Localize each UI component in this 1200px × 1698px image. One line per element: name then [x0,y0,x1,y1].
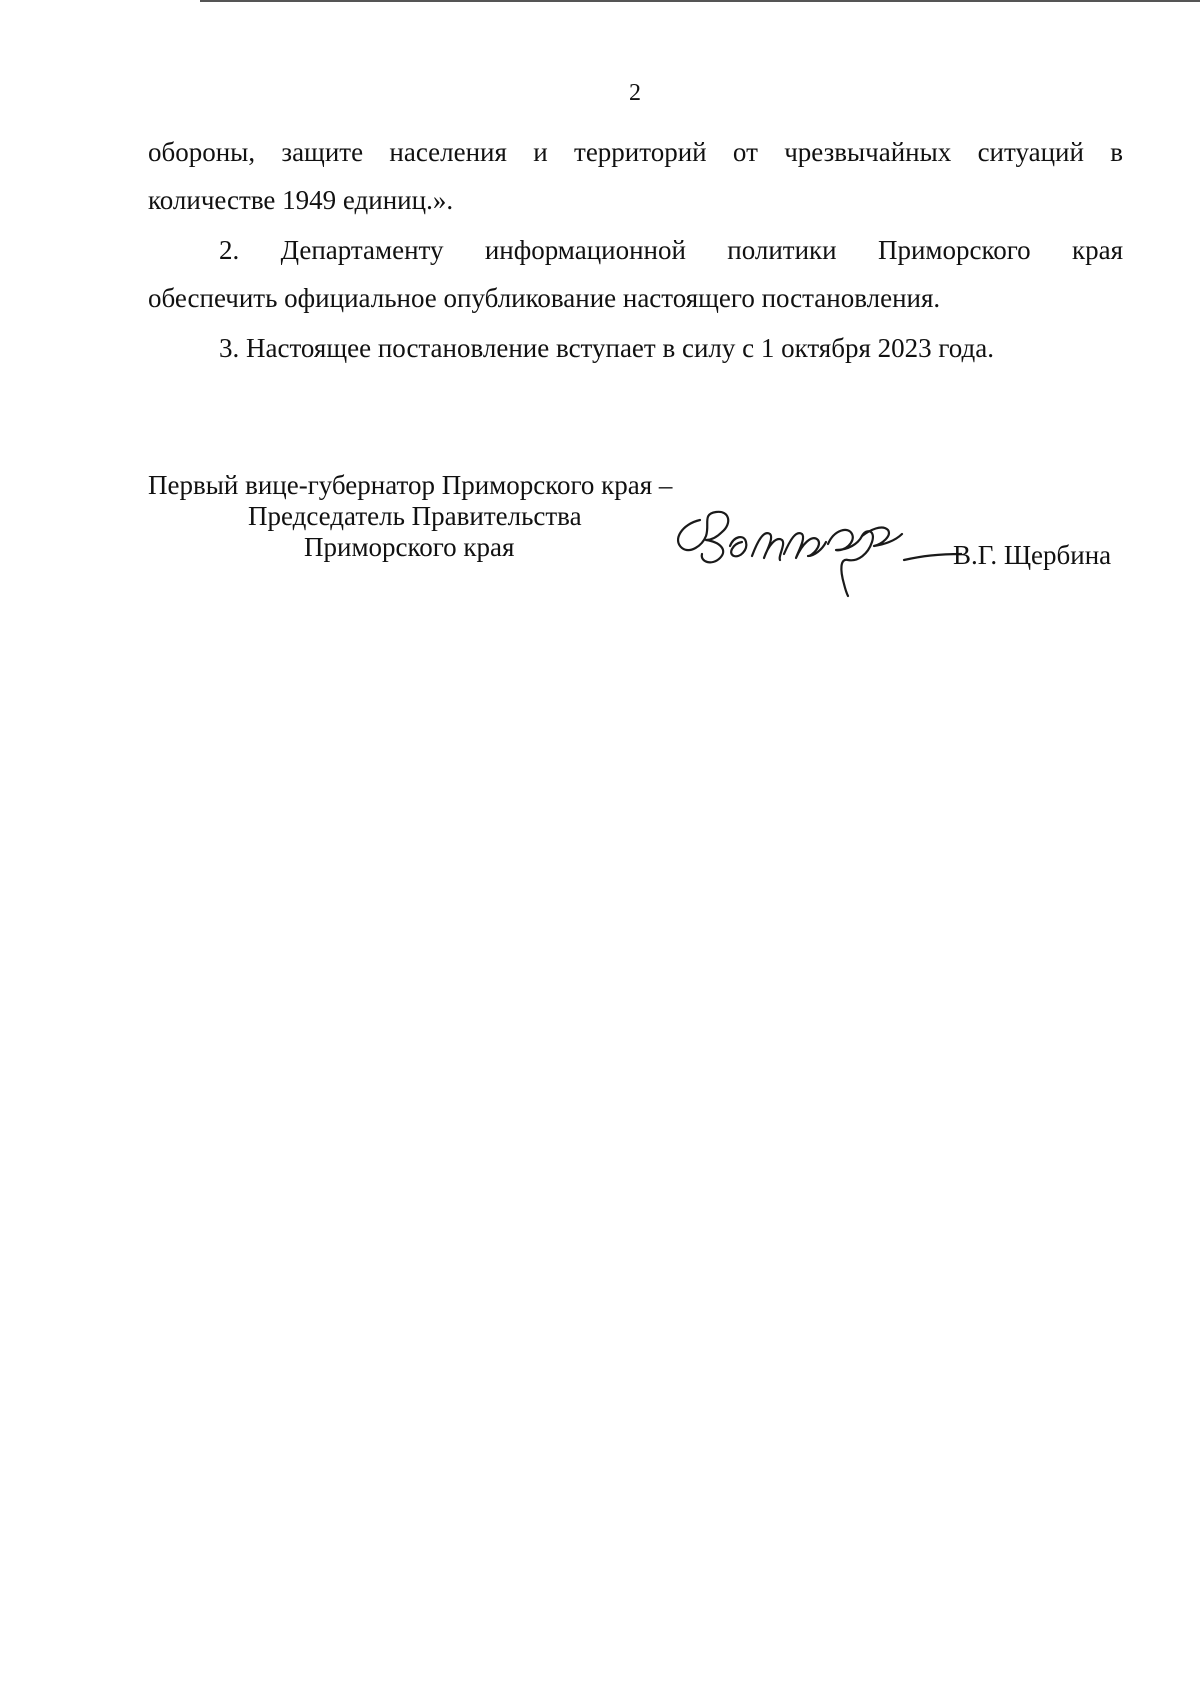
paragraph-line: обеспечить официальное опубликование настоящего постановления. [148,283,941,313]
handwritten-signature [672,500,962,600]
signer-name: В.Г. Щербина [953,540,1112,570]
paragraph-item-2-end [148,274,1123,322]
paragraph-continuation [148,128,1123,176]
page-number: 2 [629,80,641,106]
scan-edge-line [200,0,1200,2]
paragraph-line: 3. Настоящее постановление вступает в силу с 1 октября 2023 года. [219,333,994,363]
paragraph-continuation-end [148,176,1123,224]
signatory-title-line: Председатель Правительства [248,501,582,531]
paragraph-item-3 [148,324,1123,372]
paragraph-line: количестве 1949 единиц.». [148,185,454,215]
signatory-title [148,470,672,563]
paragraph-line: 2. Департаменту информационной политики Приморского края [219,235,1123,265]
signatory-title-line: Первый вице-губернатор Приморского края – [148,470,673,500]
paragraph-line: обороны, защите населения и территорий от чрезвычайных ситуаций в [148,137,1123,167]
paragraph-item-2 [148,226,1123,274]
signatory-title-line: Приморского края [304,532,515,562]
